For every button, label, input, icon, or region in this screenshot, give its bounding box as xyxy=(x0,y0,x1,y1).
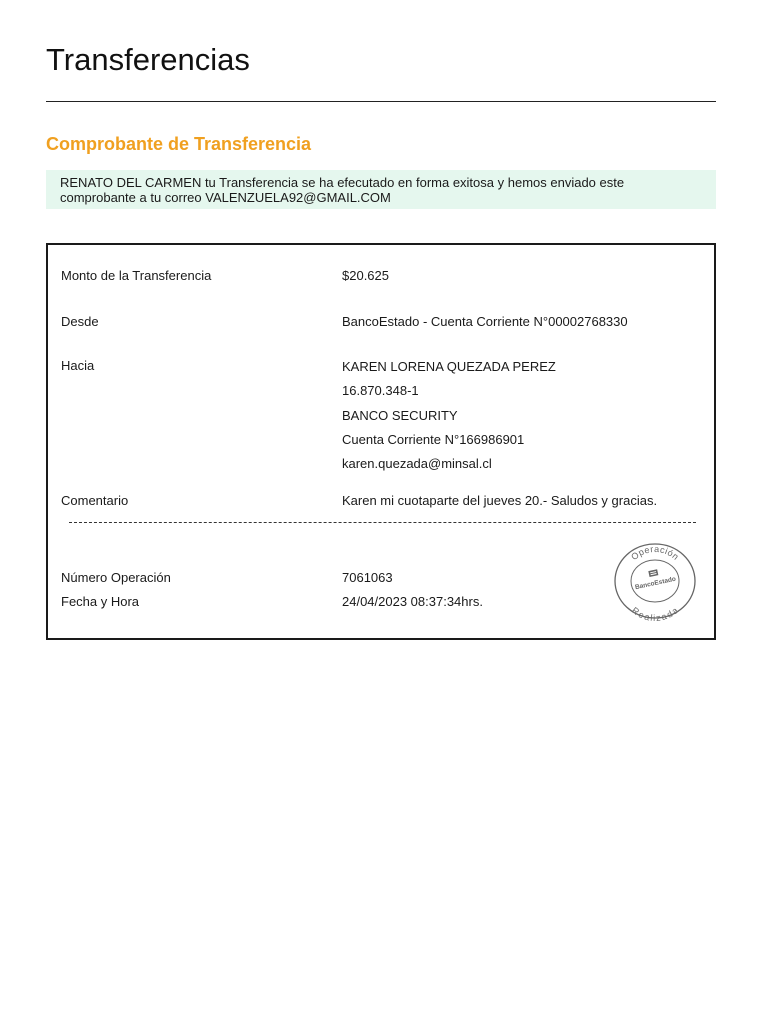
transfer-receipt xyxy=(46,243,716,640)
operation-stamp xyxy=(612,541,698,621)
to-rut: 16.870.348-1 xyxy=(342,383,419,398)
title-divider xyxy=(46,101,716,102)
comment-value: Karen mi cuotaparte del jueves 20.- Saludos y gracias. xyxy=(342,493,658,508)
bank-logo-icon xyxy=(648,569,658,577)
stamp-brand-text: BancoEstado xyxy=(634,575,677,592)
amount-label: Monto de la Transferencia xyxy=(61,268,212,283)
dashed-separator xyxy=(69,522,696,523)
amount-value: $20.625 xyxy=(342,268,389,283)
operation-number-value: 7061063 xyxy=(342,570,393,585)
notice-line-2: comprobante a tu correo VALENZUELA92@GMAIL.COM xyxy=(60,190,391,205)
comment-label: Comentario xyxy=(61,493,129,508)
from-value: BancoEstado - Cuenta Corriente N°00002768330 xyxy=(342,314,628,329)
stamp-bottom-text: Realizada xyxy=(629,605,681,621)
operation-number-label: Número Operación xyxy=(61,570,171,585)
datetime-label: Fecha y Hora xyxy=(61,594,140,609)
to-account: Cuenta Corriente N°166986901 xyxy=(342,432,525,447)
datetime-value: 24/04/2023 08:37:34hrs. xyxy=(342,594,483,609)
svg-text:Realizada xyxy=(630,605,681,621)
section-title: Comprobante de Transferencia xyxy=(46,134,312,154)
svg-text:Operación xyxy=(629,544,681,562)
notice-line-1: RENATO DEL CARMEN tu Transferencia se ha efecutado en forma exitosa y hemos enviado este xyxy=(60,175,625,190)
to-bank: BANCO SECURITY xyxy=(342,408,458,423)
to-name: KAREN LORENA QUEZADA PEREZ xyxy=(342,359,556,374)
stamp-top-text: Operación xyxy=(629,543,681,563)
from-label: Desde xyxy=(61,314,99,329)
success-notice xyxy=(46,170,716,209)
to-label: Hacia xyxy=(61,358,95,373)
page-title: Transferencias xyxy=(46,42,250,77)
to-email: karen.quezada@minsal.cl xyxy=(342,456,492,471)
